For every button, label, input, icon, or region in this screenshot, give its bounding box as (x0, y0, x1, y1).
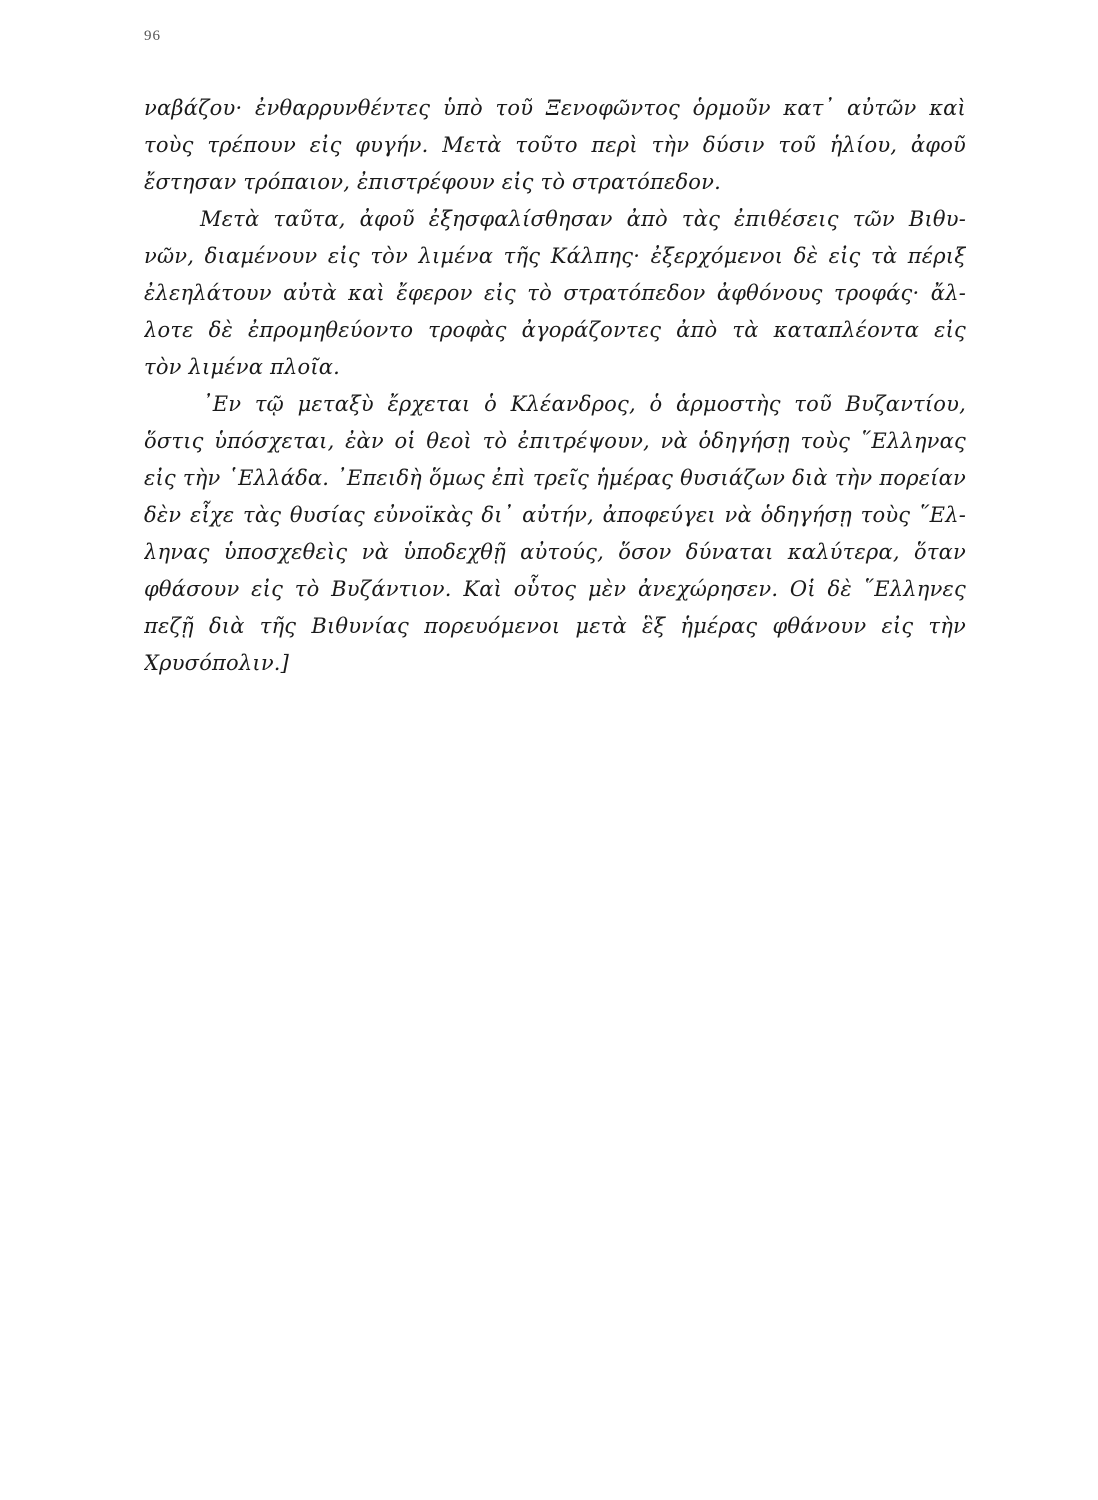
text-line: δὲν εἶχε τὰς θυσίας εὐνοϊκὰς δι᾽ αὐτήν, ἀποφεύγει νὰ ὁδηγήσῃ τοὺς ῞Ελ- (144, 503, 966, 527)
text-line: λοτε δὲ ἐπρομηθεύοντο τροφὰς ἀγοράζοντες ἀπὸ τὰ καταπλέοντα εἰς (144, 318, 966, 342)
text-line: φθάσουν εἰς τὸ Βυζάντιον. Καὶ οὗτος μὲν ἀνεχώρησεν. Οἱ δὲ ῞Ελληνες (144, 577, 966, 601)
text-line: Μετὰ ταῦτα, ἀφοῦ ἐξησφαλίσθησαν ἀπὸ τὰς ἐπιθέσεις τῶν Βιθυ- (200, 207, 966, 231)
page-number: 96 (144, 28, 161, 44)
text-line: ληνας ὑποσχεθεὶς νὰ ὑποδεχθῇ αὐτούς, ὅσον δύναται καλύτερα, ὅταν (144, 540, 966, 564)
text-line: ναβάζου· ἐνθαρρυνθέντες ὑπὸ τοῦ Ξενοφῶντος ὁρμοῦν κατ᾽ αὐτῶν καὶ (144, 96, 966, 120)
text-line: τοὺς τρέπουν εἰς φυγήν. Μετὰ τοῦτο περὶ τὴν δύσιν τοῦ ἡλίου, ἀφοῦ (144, 133, 966, 157)
text-line: τὸν λιμένα πλοῖα. (144, 355, 341, 379)
text-line: ἐλεηλάτουν αὐτὰ καὶ ἔφερον εἰς τὸ στρατόπεδον ἀφθόνους τροφάς· ἄλ- (144, 281, 966, 305)
text-line: πεζῇ διὰ τῆς Βιθυνίας πορευόμενοι μετὰ ἓξ ἡμέρας φθάνουν εἰς τὴν (144, 614, 966, 638)
text-line: ὅστις ὑπόσχεται, ἐὰν οἱ θεοὶ τὸ ἐπιτρέψουν, νὰ ὁδηγήσῃ τοὺς ῞Ελληνας (144, 429, 966, 453)
text-line: εἰς τὴν ῾Ελλάδα. ᾽Επειδὴ ὅμως ἐπὶ τρεῖς ἡμέρας θυσιάζων διὰ τὴν πορείαν (144, 466, 966, 490)
text-line: νῶν, διαμένουν εἰς τὸν λιμένα τῆς Κάλπης· ἐξερχόμενοι δὲ εἰς τὰ πέριξ (144, 244, 966, 268)
text-line: Χρυσόπολιν.] (144, 651, 290, 675)
body-text (144, 90, 966, 682)
text-line: ᾽Εν τῷ μεταξὺ ἔρχεται ὁ Κλέανδρος, ὁ ἁρμοστὴς τοῦ Βυζαντίου, (202, 392, 966, 416)
text-line: ἔστησαν τρόπαιον, ἐπιστρέφουν εἰς τὸ στρατόπεδον. (144, 170, 721, 194)
